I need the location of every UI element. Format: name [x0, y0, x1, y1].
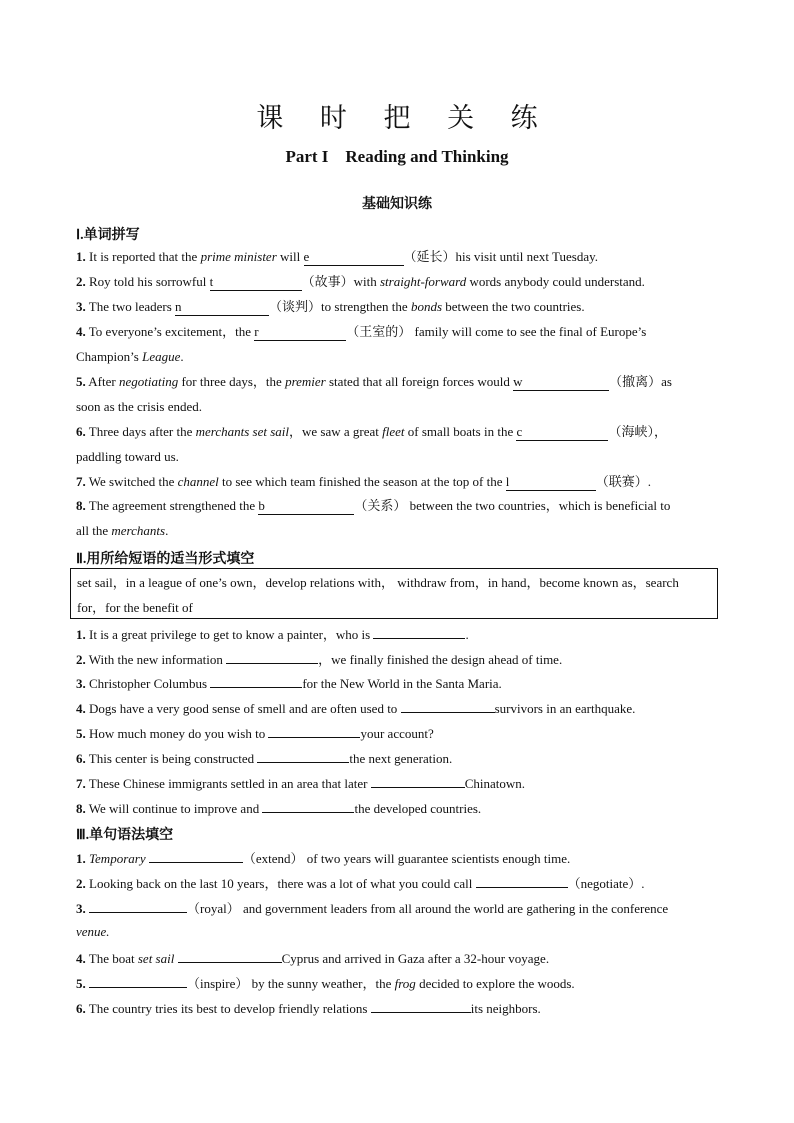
s1-item-7: 7. We switched the channel to see which team finished the season at the top of the l （联赛）.	[76, 474, 652, 489]
s2-item-7: 7. These Chinese immigrants settled in an area that later Chinatown.	[76, 776, 526, 791]
s1-item-2: 2. Roy told his sorrowful t （故事）with straight-forward words anybody could understand.	[76, 274, 645, 289]
blank-input[interactable]	[371, 999, 471, 1013]
s1-item-6: 6. Three days after the merchants set sail，we saw a great fleet of small boats in the c （海峡），	[76, 424, 667, 439]
blank-input[interactable]: r	[254, 324, 346, 341]
blank-input[interactable]	[262, 799, 354, 813]
blank-input[interactable]: e	[304, 249, 404, 266]
blank-input[interactable]	[178, 949, 282, 963]
blank-input[interactable]: n	[175, 299, 269, 316]
phrase-box	[70, 568, 718, 619]
blank-input[interactable]: c	[516, 424, 608, 441]
section-1-heading: Ⅰ.单词拼写	[76, 228, 140, 243]
subheading: 基础知识练	[362, 197, 432, 212]
blank-input[interactable]	[268, 724, 360, 738]
s1-item-1: 1. It is reported that the prime minister will e （延长）his visit until next Tuesday.	[76, 249, 599, 264]
blank-input[interactable]	[210, 674, 302, 688]
s3-item-2: 2. Looking back on the last 10 years，there was a lot of what you could call （negotiate）.	[76, 876, 645, 891]
phrase-box-line-2: for，for the benefit of	[77, 600, 193, 615]
s3-item-1: 1. Temporary （extend） of two years will guarantee scientists enough time.	[76, 851, 571, 866]
phrase-box-line-1: set sail，in a league of one’s own，develop relations with， withdraw from，in hand，become known as，search	[77, 575, 679, 590]
blank-input[interactable]: b	[258, 498, 354, 515]
blank-input[interactable]	[149, 849, 243, 863]
blank-input[interactable]	[401, 699, 495, 713]
blank-input[interactable]: l	[506, 474, 596, 491]
blank-input[interactable]	[257, 749, 349, 763]
part-title: Part I Reading and Thinking	[285, 147, 509, 166]
blank-input[interactable]	[373, 625, 465, 639]
s1-item-8: 8. The agreement strengthened the b （关系） between the two countries，which is beneficial to	[76, 498, 671, 513]
s3-item-6: 6. The country tries its best to develop friendly relations its neighbors.	[76, 1001, 541, 1016]
s2-item-6: 6. This center is being constructed the next generation.	[76, 751, 453, 766]
s1-item-4: 4. To everyone’s excitement，the r （王室的） family will come to see the final of Europe’s	[76, 324, 647, 339]
s1-item-6-cont: paddling toward us.	[76, 449, 179, 464]
s3-item-3-cont: venue.	[76, 924, 110, 939]
s2-item-4: 4. Dogs have a very good sense of smell and are often used to survivors in an earthquake.	[76, 701, 636, 716]
s3-item-3: 3. （royal） and government leaders from all around the world are gathering in the conference	[76, 901, 669, 916]
s3-item-5: 5. （inspire） by the sunny weather，the frog decided to explore the woods.	[76, 976, 575, 991]
blank-input[interactable]	[226, 650, 318, 664]
blank-input[interactable]	[89, 899, 187, 913]
s1-item-5: 5. After negotiating for three days，the premier stated that all foreign forces would w （撤离）as	[76, 374, 672, 389]
s2-item-5: 5. How much money do you wish to your account?	[76, 726, 434, 741]
s1-item-5-cont: soon as the crisis ended.	[76, 399, 203, 414]
blank-input[interactable]	[476, 874, 568, 888]
blank-input[interactable]	[89, 974, 187, 988]
s1-item-3: 3. The two leaders n （谈判）to strengthen the bonds between the two countries.	[76, 299, 585, 314]
section-3-heading: Ⅲ.单句语法填空	[76, 828, 174, 843]
blank-input[interactable]: t	[210, 274, 302, 291]
blank-input[interactable]: w	[513, 374, 609, 391]
s1-item-8-cont: all the merchants.	[76, 523, 169, 538]
blank-input[interactable]	[371, 774, 465, 788]
s2-item-2: 2. With the new information ，we finally finished the design ahead of time.	[76, 652, 563, 667]
section-2-heading: Ⅱ.用所给短语的适当形式填空	[76, 552, 255, 567]
s2-item-8: 8. We will continue to improve and the developed countries.	[76, 801, 482, 816]
s3-item-4: 4. The boat set sail Cyprus and arrived in Gaza after a 32-hour voyage.	[76, 951, 550, 966]
s2-item-3: 3. Christopher Columbus for the New World in the Santa Maria.	[76, 676, 502, 691]
s1-item-4-cont: Champion’s League.	[76, 349, 184, 364]
page-title: 课 时 把 关 练	[256, 103, 552, 134]
s2-item-1: 1. It is a great privilege to get to know a painter，who is .	[76, 627, 469, 642]
